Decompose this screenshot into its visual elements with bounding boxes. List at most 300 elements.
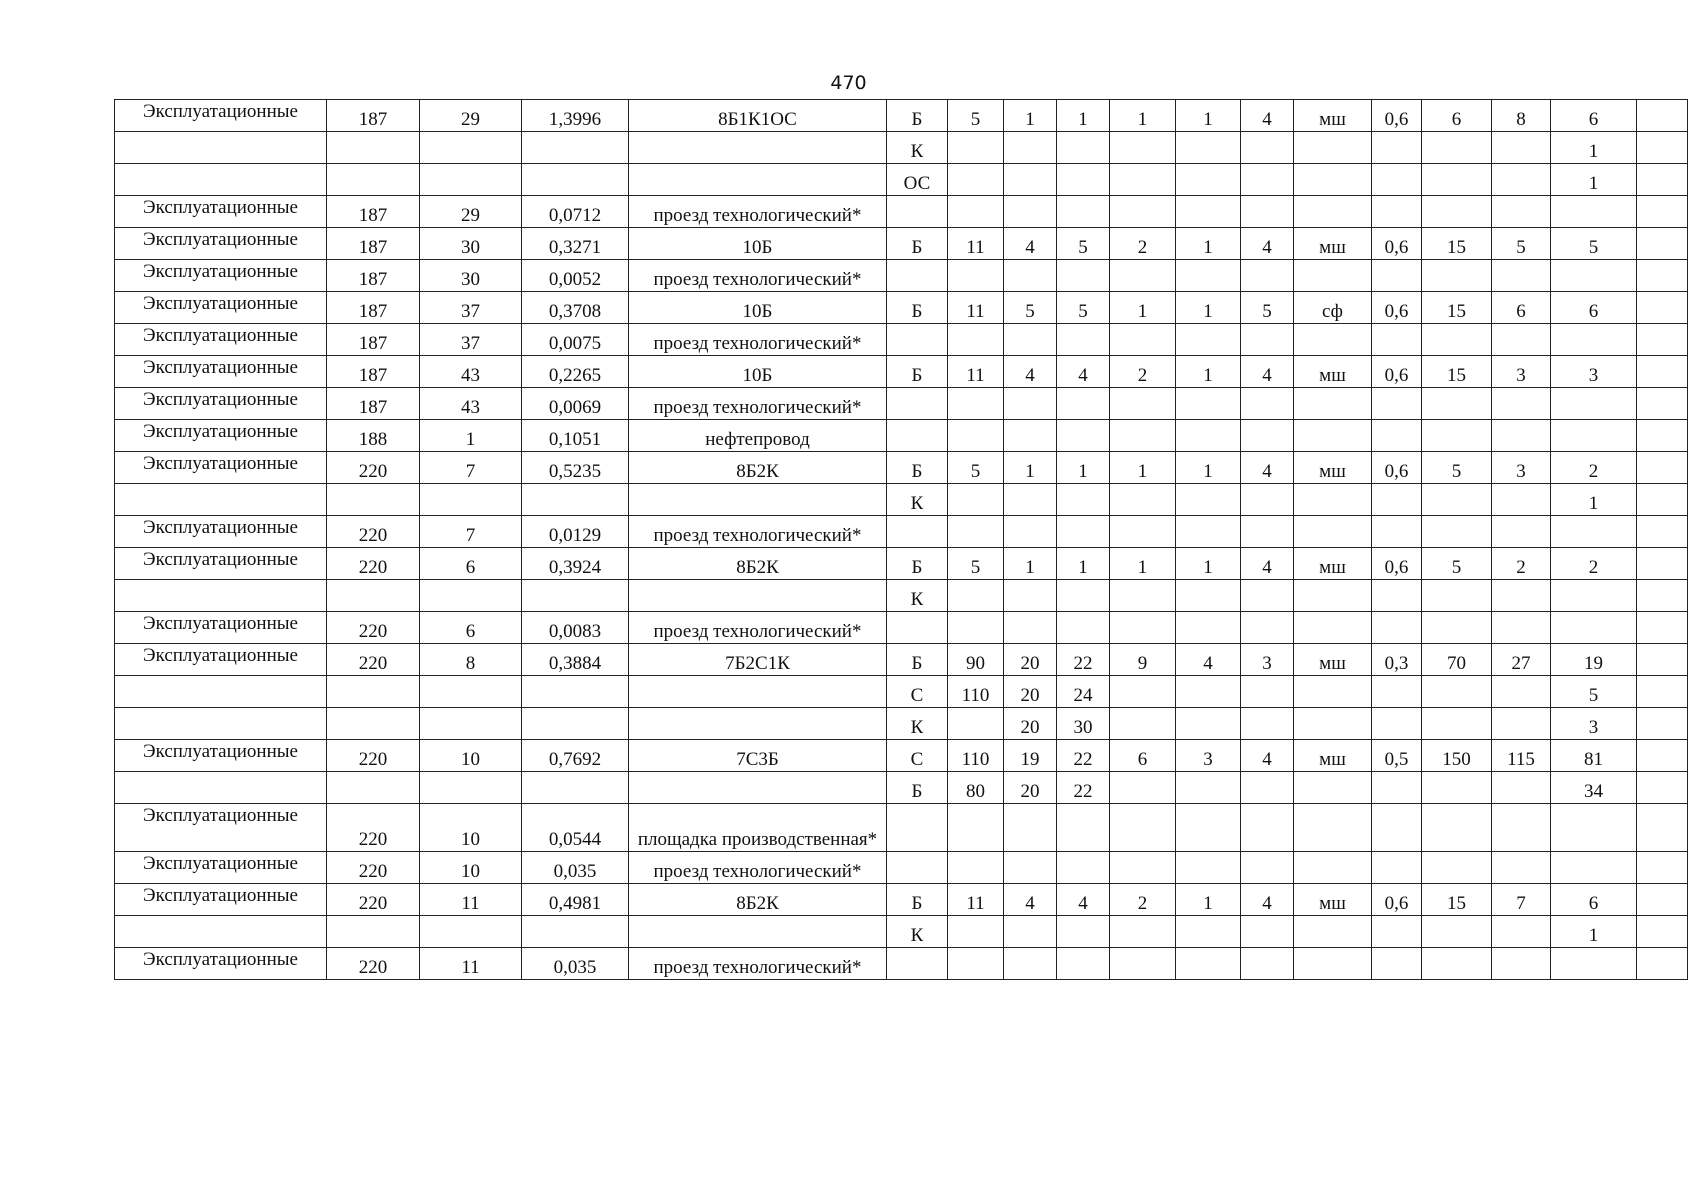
cell-plot xyxy=(420,132,522,164)
cell-stock-per-ha: 5 xyxy=(1422,452,1492,484)
cell-species: К xyxy=(887,916,948,948)
cell-category: Эксплуатационные xyxy=(115,356,327,388)
cell-age xyxy=(948,948,1004,980)
cell-stock-section xyxy=(1492,772,1551,804)
cell-age xyxy=(948,260,1004,292)
cell-quarter: 220 xyxy=(327,740,420,772)
cell-quarter: 187 xyxy=(327,324,420,356)
cell-stock-per-ha xyxy=(1422,196,1492,228)
cell-group xyxy=(1176,804,1241,852)
cell-stock-per-ha xyxy=(1422,260,1492,292)
cell-bonitet xyxy=(1241,132,1294,164)
cell-class: 2 xyxy=(1110,356,1176,388)
cell-diameter xyxy=(1057,164,1110,196)
cell-plot: 29 xyxy=(420,196,522,228)
cell-plot: 29 xyxy=(420,100,522,132)
cell-extra xyxy=(1637,884,1688,916)
cell-composition xyxy=(629,580,887,612)
cell-height: 1 xyxy=(1004,452,1057,484)
cell-extra xyxy=(1637,452,1688,484)
cell-group xyxy=(1176,772,1241,804)
cell-stock-species xyxy=(1551,324,1637,356)
cell-composition: 10Б xyxy=(629,292,887,324)
table-body xyxy=(115,100,1688,980)
cell-plot xyxy=(420,676,522,708)
cell-stock-per-ha xyxy=(1422,164,1492,196)
cell-group: 1 xyxy=(1176,228,1241,260)
cell-bonitet xyxy=(1241,484,1294,516)
cell-stock-per-ha xyxy=(1422,708,1492,740)
cell-species xyxy=(887,420,948,452)
cell-composition: 7С3Б xyxy=(629,740,887,772)
cell-diameter: 5 xyxy=(1057,292,1110,324)
cell-density xyxy=(1372,580,1422,612)
cell-bonitet xyxy=(1241,164,1294,196)
cell-group xyxy=(1176,676,1241,708)
cell-area: 0,3884 xyxy=(522,644,629,676)
cell-bonitet xyxy=(1241,676,1294,708)
cell-density xyxy=(1372,196,1422,228)
cell-category xyxy=(115,916,327,948)
cell-diameter xyxy=(1057,516,1110,548)
cell-area: 0,0069 xyxy=(522,388,629,420)
cell-diameter: 4 xyxy=(1057,884,1110,916)
table-row xyxy=(115,612,1688,644)
cell-density: 0,3 xyxy=(1372,644,1422,676)
cell-stock-section xyxy=(1492,916,1551,948)
cell-area: 0,3708 xyxy=(522,292,629,324)
cell-plot: 30 xyxy=(420,260,522,292)
cell-forest-type: мш xyxy=(1294,452,1372,484)
cell-extra xyxy=(1637,804,1688,852)
cell-area: 0,0544 xyxy=(522,804,629,852)
cell-category xyxy=(115,580,327,612)
cell-extra xyxy=(1637,164,1688,196)
cell-height: 1 xyxy=(1004,548,1057,580)
table-row xyxy=(115,164,1688,196)
cell-class: 6 xyxy=(1110,740,1176,772)
cell-group xyxy=(1176,516,1241,548)
table-row xyxy=(115,852,1688,884)
cell-class xyxy=(1110,852,1176,884)
cell-extra xyxy=(1637,772,1688,804)
cell-species: К xyxy=(887,708,948,740)
cell-quarter xyxy=(327,916,420,948)
cell-age xyxy=(948,612,1004,644)
cell-age xyxy=(948,196,1004,228)
cell-group xyxy=(1176,580,1241,612)
cell-composition: 7Б2С1К xyxy=(629,644,887,676)
cell-group xyxy=(1176,948,1241,980)
cell-group xyxy=(1176,612,1241,644)
cell-stock-species: 6 xyxy=(1551,100,1637,132)
cell-age xyxy=(948,484,1004,516)
cell-category xyxy=(115,772,327,804)
table-row xyxy=(115,516,1688,548)
cell-species: Б xyxy=(887,356,948,388)
cell-forest-type xyxy=(1294,420,1372,452)
cell-stock-species: 3 xyxy=(1551,708,1637,740)
cell-height: 20 xyxy=(1004,708,1057,740)
cell-stock-section xyxy=(1492,676,1551,708)
cell-diameter: 24 xyxy=(1057,676,1110,708)
cell-bonitet xyxy=(1241,772,1294,804)
cell-stock-section xyxy=(1492,516,1551,548)
cell-species: Б xyxy=(887,292,948,324)
cell-stock-per-ha xyxy=(1422,852,1492,884)
cell-stock-species xyxy=(1551,804,1637,852)
cell-stock-species: 2 xyxy=(1551,452,1637,484)
cell-category: Эксплуатационные xyxy=(115,852,327,884)
cell-species: С xyxy=(887,676,948,708)
cell-forest-type xyxy=(1294,484,1372,516)
cell-forest-type xyxy=(1294,772,1372,804)
cell-quarter xyxy=(327,708,420,740)
cell-stock-species xyxy=(1551,420,1637,452)
cell-class: 2 xyxy=(1110,228,1176,260)
cell-composition: проезд технологический* xyxy=(629,948,887,980)
cell-age: 11 xyxy=(948,884,1004,916)
cell-density xyxy=(1372,516,1422,548)
cell-category: Эксплуатационные xyxy=(115,644,327,676)
cell-bonitet: 5 xyxy=(1241,292,1294,324)
cell-stock-section: 5 xyxy=(1492,228,1551,260)
cell-species xyxy=(887,196,948,228)
cell-quarter: 220 xyxy=(327,452,420,484)
cell-diameter: 30 xyxy=(1057,708,1110,740)
cell-category: Эксплуатационные xyxy=(115,452,327,484)
cell-class xyxy=(1110,516,1176,548)
cell-quarter xyxy=(327,676,420,708)
cell-age xyxy=(948,388,1004,420)
cell-diameter: 1 xyxy=(1057,100,1110,132)
cell-species: К xyxy=(887,484,948,516)
cell-stock-per-ha: 15 xyxy=(1422,884,1492,916)
cell-stock-species: 19 xyxy=(1551,644,1637,676)
cell-species: Б xyxy=(887,644,948,676)
cell-group: 1 xyxy=(1176,100,1241,132)
cell-stock-section: 115 xyxy=(1492,740,1551,772)
cell-species xyxy=(887,516,948,548)
cell-density xyxy=(1372,676,1422,708)
cell-density: 0,5 xyxy=(1372,740,1422,772)
cell-extra xyxy=(1637,196,1688,228)
cell-forest-type xyxy=(1294,132,1372,164)
cell-age xyxy=(948,708,1004,740)
cell-species: Б xyxy=(887,772,948,804)
cell-class xyxy=(1110,948,1176,980)
cell-stock-section: 7 xyxy=(1492,884,1551,916)
cell-composition: проезд технологический* xyxy=(629,388,887,420)
cell-extra xyxy=(1637,100,1688,132)
cell-forest-type xyxy=(1294,676,1372,708)
cell-density xyxy=(1372,388,1422,420)
cell-diameter xyxy=(1057,612,1110,644)
cell-area xyxy=(522,708,629,740)
cell-area xyxy=(522,580,629,612)
cell-area: 0,035 xyxy=(522,852,629,884)
cell-forest-type xyxy=(1294,804,1372,852)
cell-bonitet: 4 xyxy=(1241,100,1294,132)
table-row xyxy=(115,388,1688,420)
cell-stock-per-ha: 5 xyxy=(1422,548,1492,580)
cell-bonitet xyxy=(1241,516,1294,548)
cell-composition xyxy=(629,132,887,164)
cell-forest-type: мш xyxy=(1294,740,1372,772)
cell-stock-section xyxy=(1492,196,1551,228)
table-row xyxy=(115,916,1688,948)
cell-stock-section: 2 xyxy=(1492,548,1551,580)
cell-diameter xyxy=(1057,324,1110,356)
cell-quarter: 220 xyxy=(327,548,420,580)
cell-category xyxy=(115,164,327,196)
cell-diameter xyxy=(1057,804,1110,852)
cell-quarter: 187 xyxy=(327,196,420,228)
cell-bonitet xyxy=(1241,260,1294,292)
cell-composition xyxy=(629,708,887,740)
cell-class: 1 xyxy=(1110,100,1176,132)
cell-class xyxy=(1110,420,1176,452)
cell-class: 1 xyxy=(1110,452,1176,484)
cell-stock-section: 27 xyxy=(1492,644,1551,676)
cell-stock-per-ha: 15 xyxy=(1422,292,1492,324)
cell-density xyxy=(1372,804,1422,852)
cell-stock-section xyxy=(1492,484,1551,516)
cell-quarter: 220 xyxy=(327,644,420,676)
cell-height: 20 xyxy=(1004,676,1057,708)
cell-extra xyxy=(1637,132,1688,164)
cell-category: Эксплуатационные xyxy=(115,548,327,580)
cell-group xyxy=(1176,196,1241,228)
cell-class xyxy=(1110,708,1176,740)
cell-category xyxy=(115,484,327,516)
cell-age: 11 xyxy=(948,228,1004,260)
cell-age xyxy=(948,132,1004,164)
cell-diameter: 4 xyxy=(1057,356,1110,388)
cell-quarter: 187 xyxy=(327,388,420,420)
cell-diameter xyxy=(1057,916,1110,948)
cell-composition: 10Б xyxy=(629,228,887,260)
cell-density xyxy=(1372,484,1422,516)
cell-stock-section xyxy=(1492,388,1551,420)
cell-class xyxy=(1110,804,1176,852)
cell-species xyxy=(887,948,948,980)
cell-quarter xyxy=(327,164,420,196)
cell-composition: проезд технологический* xyxy=(629,260,887,292)
cell-composition xyxy=(629,164,887,196)
cell-bonitet xyxy=(1241,612,1294,644)
cell-diameter: 22 xyxy=(1057,772,1110,804)
table-row xyxy=(115,484,1688,516)
table-row xyxy=(115,228,1688,260)
cell-stock-species xyxy=(1551,196,1637,228)
table-row xyxy=(115,548,1688,580)
cell-height xyxy=(1004,948,1057,980)
cell-plot: 7 xyxy=(420,452,522,484)
cell-species xyxy=(887,852,948,884)
cell-height xyxy=(1004,196,1057,228)
cell-quarter: 187 xyxy=(327,100,420,132)
cell-category: Эксплуатационные xyxy=(115,292,327,324)
cell-age xyxy=(948,916,1004,948)
cell-plot: 10 xyxy=(420,852,522,884)
cell-area: 0,3924 xyxy=(522,548,629,580)
cell-group: 1 xyxy=(1176,356,1241,388)
cell-plot: 10 xyxy=(420,740,522,772)
cell-category: Эксплуатационные xyxy=(115,884,327,916)
cell-species: Б xyxy=(887,100,948,132)
cell-forest-type: сф xyxy=(1294,292,1372,324)
cell-stock-species: 1 xyxy=(1551,132,1637,164)
cell-class: 9 xyxy=(1110,644,1176,676)
cell-species: Б xyxy=(887,452,948,484)
cell-stock-per-ha: 15 xyxy=(1422,356,1492,388)
cell-diameter xyxy=(1057,260,1110,292)
cell-extra xyxy=(1637,740,1688,772)
table-row xyxy=(115,452,1688,484)
cell-stock-species: 5 xyxy=(1551,228,1637,260)
cell-stock-per-ha: 15 xyxy=(1422,228,1492,260)
cell-quarter: 187 xyxy=(327,260,420,292)
cell-density: 0,6 xyxy=(1372,356,1422,388)
cell-species: Б xyxy=(887,228,948,260)
cell-category: Эксплуатационные xyxy=(115,100,327,132)
table-row xyxy=(115,804,1688,852)
cell-area xyxy=(522,132,629,164)
cell-quarter: 220 xyxy=(327,804,420,852)
cell-extra xyxy=(1637,852,1688,884)
cell-stock-per-ha xyxy=(1422,804,1492,852)
cell-stock-species: 6 xyxy=(1551,884,1637,916)
cell-plot: 37 xyxy=(420,324,522,356)
cell-age xyxy=(948,420,1004,452)
cell-plot: 6 xyxy=(420,612,522,644)
cell-plot: 11 xyxy=(420,884,522,916)
cell-composition: проезд технологический* xyxy=(629,196,887,228)
cell-group: 1 xyxy=(1176,452,1241,484)
cell-height: 4 xyxy=(1004,884,1057,916)
table-row xyxy=(115,948,1688,980)
cell-area xyxy=(522,772,629,804)
cell-area: 0,3271 xyxy=(522,228,629,260)
cell-stock-per-ha xyxy=(1422,516,1492,548)
cell-plot xyxy=(420,484,522,516)
cell-group xyxy=(1176,324,1241,356)
cell-area xyxy=(522,164,629,196)
cell-height: 20 xyxy=(1004,772,1057,804)
cell-extra xyxy=(1637,324,1688,356)
cell-category: Эксплуатационные xyxy=(115,388,327,420)
cell-extra xyxy=(1637,260,1688,292)
table-row xyxy=(115,356,1688,388)
cell-stock-species: 1 xyxy=(1551,164,1637,196)
cell-density xyxy=(1372,772,1422,804)
cell-stock-per-ha xyxy=(1422,772,1492,804)
cell-density: 0,6 xyxy=(1372,452,1422,484)
cell-area: 0,0129 xyxy=(522,516,629,548)
cell-extra xyxy=(1637,484,1688,516)
cell-diameter xyxy=(1057,196,1110,228)
cell-plot: 30 xyxy=(420,228,522,260)
cell-diameter xyxy=(1057,132,1110,164)
cell-forest-type xyxy=(1294,164,1372,196)
cell-stock-species: 2 xyxy=(1551,548,1637,580)
cell-extra xyxy=(1637,612,1688,644)
cell-density: 0,6 xyxy=(1372,100,1422,132)
cell-species: Б xyxy=(887,884,948,916)
table-row xyxy=(115,676,1688,708)
cell-species: К xyxy=(887,132,948,164)
cell-height xyxy=(1004,388,1057,420)
cell-forest-type xyxy=(1294,260,1372,292)
cell-stock-species xyxy=(1551,516,1637,548)
cell-plot xyxy=(420,580,522,612)
cell-height xyxy=(1004,164,1057,196)
cell-forest-type: мш xyxy=(1294,884,1372,916)
cell-class xyxy=(1110,164,1176,196)
cell-forest-type xyxy=(1294,612,1372,644)
cell-composition: проезд технологический* xyxy=(629,612,887,644)
cell-stock-per-ha xyxy=(1422,324,1492,356)
cell-height: 20 xyxy=(1004,644,1057,676)
cell-composition xyxy=(629,916,887,948)
cell-density xyxy=(1372,948,1422,980)
cell-plot xyxy=(420,708,522,740)
cell-group: 1 xyxy=(1176,884,1241,916)
cell-species xyxy=(887,804,948,852)
cell-composition: проезд технологический* xyxy=(629,852,887,884)
table-row xyxy=(115,100,1688,132)
cell-stock-species: 3 xyxy=(1551,356,1637,388)
cell-class xyxy=(1110,676,1176,708)
cell-extra xyxy=(1637,356,1688,388)
cell-stock-per-ha xyxy=(1422,420,1492,452)
cell-stock-section xyxy=(1492,948,1551,980)
cell-species xyxy=(887,388,948,420)
cell-bonitet xyxy=(1241,324,1294,356)
cell-diameter: 22 xyxy=(1057,644,1110,676)
cell-extra xyxy=(1637,516,1688,548)
cell-bonitet xyxy=(1241,948,1294,980)
cell-composition xyxy=(629,676,887,708)
cell-stock-section xyxy=(1492,708,1551,740)
cell-plot: 6 xyxy=(420,548,522,580)
cell-area: 0,035 xyxy=(522,948,629,980)
cell-age: 5 xyxy=(948,452,1004,484)
cell-stock-species xyxy=(1551,580,1637,612)
cell-bonitet: 4 xyxy=(1241,452,1294,484)
cell-class xyxy=(1110,916,1176,948)
cell-stock-species: 34 xyxy=(1551,772,1637,804)
cell-density xyxy=(1372,260,1422,292)
cell-plot: 8 xyxy=(420,644,522,676)
cell-category xyxy=(115,676,327,708)
cell-height: 19 xyxy=(1004,740,1057,772)
cell-stock-per-ha xyxy=(1422,132,1492,164)
cell-stock-section xyxy=(1492,324,1551,356)
cell-stock-per-ha: 6 xyxy=(1422,100,1492,132)
cell-plot: 7 xyxy=(420,516,522,548)
cell-class xyxy=(1110,484,1176,516)
cell-group xyxy=(1176,132,1241,164)
cell-forest-type xyxy=(1294,916,1372,948)
cell-area: 0,0083 xyxy=(522,612,629,644)
cell-plot: 1 xyxy=(420,420,522,452)
cell-class: 1 xyxy=(1110,548,1176,580)
cell-density xyxy=(1372,708,1422,740)
cell-age: 110 xyxy=(948,676,1004,708)
cell-stock-per-ha xyxy=(1422,580,1492,612)
